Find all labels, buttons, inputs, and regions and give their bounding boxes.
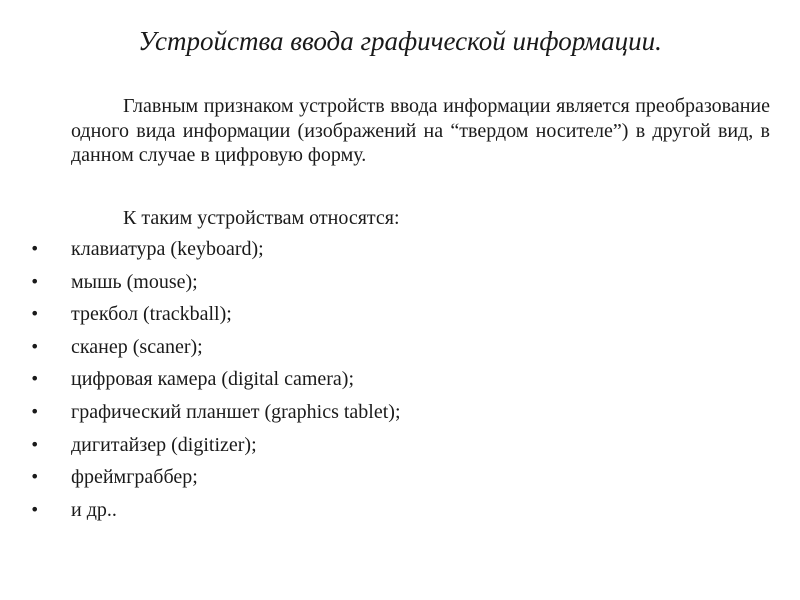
list-item	[30, 367, 401, 400]
bullet-icon: •	[30, 499, 40, 519]
list-item-text: и др..	[71, 498, 117, 521]
list-item-text: сканер (scaner);	[71, 335, 203, 358]
list-item	[30, 433, 401, 466]
list-item	[30, 335, 401, 368]
bullet-icon: •	[30, 434, 40, 454]
list-item-text: дигитайзер (digitizer);	[71, 433, 257, 456]
list-item	[30, 498, 401, 531]
list-item	[30, 270, 401, 303]
list-lead-text: К таким устройствам относятся:	[123, 207, 400, 229]
intro-paragraph: Главным признаком устройств ввода информации является преобразование одного вида информации (изображений на “твердом носителе”) в другой вид, в данном случае в цифровую форму.	[71, 95, 770, 166]
list-item	[30, 302, 401, 335]
bullet-icon: •	[30, 401, 40, 421]
bullet-icon: •	[30, 271, 40, 291]
bullet-icon: •	[30, 239, 40, 258]
list-item-text: графический планшет (graphics tablet);	[71, 400, 401, 423]
list-item	[30, 237, 401, 270]
list-item-text: мышь (mouse);	[71, 270, 198, 293]
bullet-icon: •	[30, 336, 40, 356]
list-item	[30, 465, 401, 498]
slide-title: Устройства ввода графической информации.	[138, 26, 662, 56]
list-item-text: цифровая камера (digital camera);	[71, 368, 355, 391]
list-item-text: трекбол (trackball);	[71, 303, 232, 326]
list-item	[30, 400, 401, 433]
list-item-text: клавиатура (keyboard);	[71, 238, 264, 260]
list-item-text: фреймграббер;	[71, 466, 198, 489]
bullet-icon: •	[30, 369, 40, 389]
bullet-icon: •	[30, 467, 40, 487]
bullet-icon: •	[30, 304, 40, 324]
device-list	[30, 237, 401, 530]
